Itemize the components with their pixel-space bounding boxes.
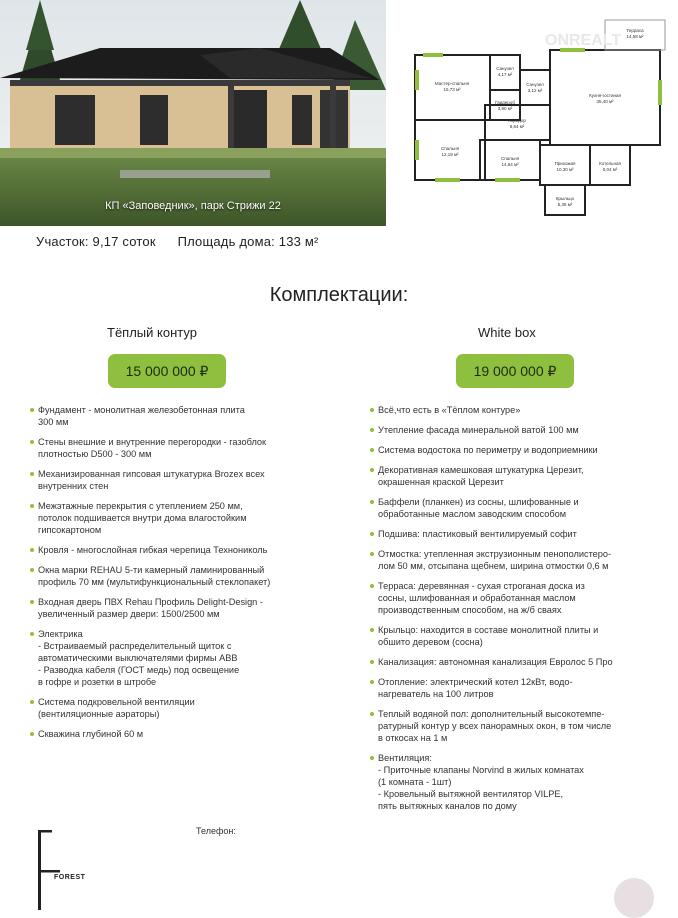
feature-text: Всё,что есть в «Тёплом контуре» [378, 405, 521, 415]
room-name: Спальня [500, 156, 520, 161]
feature-item [370, 656, 670, 668]
room-area: 8,64 м² [509, 124, 525, 129]
room-area: 35,40 м² [596, 99, 614, 104]
feature-item [370, 424, 670, 436]
feature-item [30, 728, 350, 740]
property-info [36, 234, 337, 249]
feature-item [370, 708, 670, 744]
feature-text: Утепление фасада минеральной ватой 100 мм [378, 425, 579, 435]
logo-text: FOREST [54, 874, 86, 881]
feature-text: Терраса: деревянная - сухая строганая доска из сосны, шлифованная и обработанная маслом производственным способом, на ж/б сваях [378, 581, 585, 615]
room-name: Гардероб [495, 100, 515, 105]
packages-heading: Комплектации: [269, 284, 409, 306]
feature-text: Подшива: пластиковый вентилируемый софит [378, 529, 577, 539]
room-area: 5,04 м² [602, 167, 618, 172]
feature-text: Отмостка: утепленная экструзионным пенополистеро- лом 50 мм, отсыпана щебнем, ширина отмостки 0,6 м [378, 549, 612, 571]
room-area: 14,84 м² [501, 162, 519, 167]
feature-item [30, 436, 350, 460]
feature-text: Отопление: электрический котел 12кВт, водо- нагреватель на 100 литров [378, 677, 573, 699]
room-name: Прихожая [554, 161, 576, 166]
room-area: 12,19 м² [441, 152, 459, 157]
feature-text: Канализация: автономная канализация Евролос 5 Про [378, 657, 613, 667]
room-name: Санузел [496, 66, 514, 71]
room-area: 3,12 м² [527, 88, 543, 93]
room-area: 3,90 м² [497, 106, 513, 111]
feature-text: Механизированная гипсовая штукатурка Brozex всех внутренних стен [38, 469, 265, 491]
feature-item [30, 468, 350, 492]
feature-item [30, 564, 350, 588]
white-box-price: 19 000 000 ₽ [456, 354, 574, 388]
feature-item [370, 496, 670, 520]
feature-item [30, 500, 350, 536]
room-name: Мастер-спальня [434, 81, 470, 86]
room-name: Кухня-гостиная [589, 93, 621, 98]
feature-item [30, 628, 350, 688]
feature-item [370, 404, 670, 416]
warm-contour-price: 15 000 000 ₽ [108, 354, 226, 388]
feature-item [30, 404, 350, 428]
feature-text: Декоративная камешковая штукатурка Церезит, окрашенная краской Церезит [378, 465, 584, 487]
feature-text: Скважина глубиной 60 м [38, 729, 144, 739]
white-box-title: White box [478, 325, 536, 340]
phone-label: Телефон: [196, 826, 236, 836]
photo-caption: КП «Заповедник», парк Стрижи 22 [105, 200, 281, 212]
feature-text: Баффели (планкен) из сосны, шлифованные и обработанные маслом заводским способом [378, 497, 579, 519]
feature-item [370, 528, 670, 540]
room-name: Спальня [440, 146, 460, 151]
feature-item [370, 580, 670, 616]
feature-text: Стены внешние и внутренние перегородки - газоблок плотностью D500 - 300 мм [38, 437, 267, 459]
white-box-features [370, 404, 670, 812]
feature-text: Кровля - многослойная гибкая черепица Технониколь [38, 545, 268, 555]
forest-logo [36, 828, 116, 910]
room-area: 15,73 м² [443, 87, 461, 92]
feature-text: Крыльцо: находится в составе монолитной плиты и обшито деревом (сосна) [378, 625, 599, 647]
floor-plan [395, 0, 678, 226]
house-area: Площадь дома: 133 м² [177, 234, 319, 249]
plot-size: Участок: 9,17 соток [36, 234, 156, 249]
room-area: 5,35 м² [557, 202, 573, 207]
warm-contour-features [30, 404, 350, 740]
feature-text: Входная дверь ПВХ Rehau Профиль Delight-Design - увеличенный размер двери: 1500/2500 мм [38, 597, 263, 619]
feature-item [370, 624, 670, 648]
feature-item [370, 444, 670, 456]
feature-text: Межэтажные перекрытия с утеплением 250 мм, потолок подшивается внутри дома влагостойким гипсокартоном [38, 501, 247, 535]
warm-contour-title: Тёплый контур [107, 325, 197, 340]
room-name: Санузел [526, 82, 544, 87]
feature-item [370, 464, 670, 488]
house-photo [0, 0, 386, 226]
room-area: 14,58 м² [626, 34, 644, 39]
room-name: Крыльцо [555, 196, 575, 201]
feature-text: Система водостока по периметру и водоприемники [378, 445, 598, 455]
corner-badge [614, 878, 654, 918]
feature-item [370, 676, 670, 700]
feature-text: Окна марки REHAU 5-ти камерный ламинированный профиль 70 мм (мультифункциональный стеклопакет) [38, 565, 271, 587]
feature-text: Система подкровельной вентиляции (вентиляционные аэраторы) [38, 697, 195, 719]
room-name: Терраса [626, 28, 644, 33]
watermark-text: ONREALT [545, 32, 622, 49]
feature-item [30, 696, 350, 720]
feature-item [370, 752, 670, 812]
room-name: Котельная [599, 161, 621, 166]
feature-text: Теплый водяной пол: дополнительный высокотемпе- ратурный контур у всех панорамных окон, в том числе в откосах на 1 м [378, 709, 612, 743]
feature-text: Фундамент - монолитная железобетонная плита 300 мм [38, 405, 245, 427]
feature-item [370, 548, 670, 572]
feature-text: Вентиляция: - Приточные клапаны Norvind в жилых комнатах (1 комната - 1шт) - Кровельный вытяжной вентилятор VILPE, пять вытяжных каналов по дому [378, 753, 584, 811]
feature-item [30, 596, 350, 620]
room-area: 10,30 м² [556, 167, 574, 172]
room-area: 4,17 м² [497, 72, 513, 77]
feature-item [30, 544, 350, 556]
feature-text: Электрика - Встраиваемый распределительный щиток с автоматическими выключателями фирмы ABB - Разводка кабеля (ГОСТ медь) под освещение в гофре и розетки в штробе [38, 629, 240, 687]
room-name: Коридор [508, 118, 526, 123]
